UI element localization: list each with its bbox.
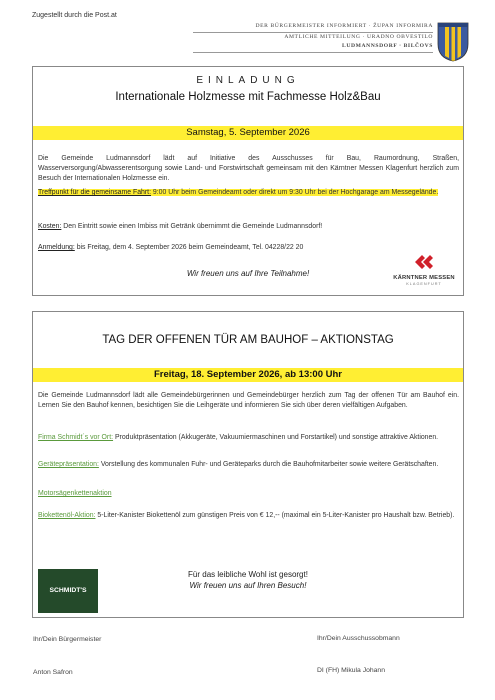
signature-right-role: Ihr/Dein Ausschussobmann — [317, 635, 400, 642]
signature-left-role: Ihr/Dein Bürgermeister — [33, 636, 102, 643]
holzmesse-date-band: Samstag, 5. September 2026 — [33, 126, 463, 140]
bauhof-title: TAG DER OFFENEN TÜR AM BAUHOF – AKTIONSTAG — [102, 334, 394, 346]
masthead-line-3: LUDMANNSDORF · BILČOVS — [341, 43, 433, 49]
item4-text: 5-Liter-Kanister Biokettenöl zum günstigen Preis von € 12,-- (maximal ein 5-Liter-Kanister pro Haushalt bzw. Betrieb). — [95, 512, 455, 519]
bauhof-food-line: Für das leibliche Wohl ist gesorgt! — [188, 570, 308, 579]
registration-text: bis Freitag, dem 4. September 2026 beim Gemeindeamt, Tel. 04228/22 20 — [74, 244, 304, 251]
bauhof-item-schmidts — [38, 433, 459, 443]
holzmesse-title: Internationale Holzmesse mit Fachmesse Holz&Bau — [115, 91, 381, 103]
signature-left-name: Anton Safron — [33, 669, 73, 676]
bauhof-intro: Die Gemeinde Ludmannsdorf lädt alle Gemeindebürgerinnen und Gemeindebürger herzlich zum Tag der offenen Tür am Bauhof ein. Lernen Sie den Bauhof kennen, besichtigen Sie die Leihgeräte und informieren Sie sich über deren vielfältigen Aufgaben. — [38, 392, 459, 410]
holzmesse-costs — [38, 222, 459, 232]
masthead-line-2: AMTLICHE MITTEILUNG · URADNO OBVESTILO — [284, 34, 433, 40]
invitation-kicker: EINLADUNG — [196, 75, 300, 86]
postal-note: Zugestellt durch die Post.at — [32, 12, 117, 19]
masthead-line-1: DER BÜRGERMEISTER INFORMIERT · ŽUPAN INFORMIRA — [193, 22, 433, 33]
masthead-rule — [193, 52, 433, 53]
masthead — [193, 22, 433, 53]
municipal-crest-icon — [437, 22, 469, 62]
signature-right-name: DI (FH) Mikula Johann — [317, 667, 385, 674]
kaerntner-messen-sub: KLAGENFURT — [406, 282, 442, 286]
meeting-label: Treffpunkt für die gemeinsame Fahrt: — [38, 189, 151, 196]
bauhof-item-chainsaw — [38, 489, 459, 499]
item2-text: Vorstellung des kommunalen Fuhr- und Geräteparks durch die Bauhofmitarbeiter sowie weitere Gerätschaften. — [98, 461, 439, 468]
kaerntner-messen-name: KÄRNTNER MESSEN — [393, 275, 455, 281]
item1-text: Produktpräsentation (Akkugeräte, Vakuumiermaschinen und Forstartikel) und sonstige attraktive Aktionen. — [113, 434, 439, 441]
item4-label: Biokettenöl-Aktion: — [38, 512, 96, 519]
item2-label: Gerätepräsentation: — [38, 461, 99, 468]
schmidts-logo: SCHMIDT'S — [38, 569, 98, 613]
kaerntner-messen-mark-icon — [413, 253, 437, 271]
item1-label: Firma Schmidt´s vor Ort: — [38, 434, 114, 441]
kaerntner-messen-logo — [393, 253, 455, 291]
holzmesse-intro: Die Gemeinde Ludmannsdorf lädt auf Initiative des Ausschusses für Bau, Raumordnung, Straßen, Wasserversorgung/Abwasserentsorgung sowie Land- und Forstwirtschaft gemeinsam mit den Kärntner Messen Klagenfurt herzlich zum Besuch der Internationalen Holzmesse ein. — [38, 155, 459, 183]
costs-text: Den Eintritt sowie einen Imbiss mit Getränk übernimmt die Gemeinde Ludmannsdorf! — [61, 223, 323, 230]
item3-label: Motorsägenkettenaktion — [38, 490, 112, 497]
bauhof-item-oil — [38, 511, 459, 521]
costs-label: Kosten: — [38, 223, 62, 230]
bauhof-item-devices — [38, 460, 459, 470]
meeting-text: 9:00 Uhr beim Gemeindeamt oder direkt um 9:30 Uhr bei der Hochgarage am Messegelände. — [150, 189, 439, 196]
holzmesse-invitation-box — [32, 66, 464, 296]
holzmesse-meeting-point — [38, 188, 459, 198]
bauhof-closing: Wir freuen uns auf Ihren Besuch! — [189, 581, 307, 590]
holzmesse-closing: Wir freuen uns auf Ihre Teilnahme! — [186, 269, 310, 278]
registration-label: Anmeldung: — [38, 244, 75, 251]
bauhof-open-day-box — [32, 311, 464, 618]
bauhof-date-band: Freitag, 18. September 2026, ab 13:00 Uhr — [33, 368, 463, 382]
holzmesse-registration — [38, 243, 459, 253]
